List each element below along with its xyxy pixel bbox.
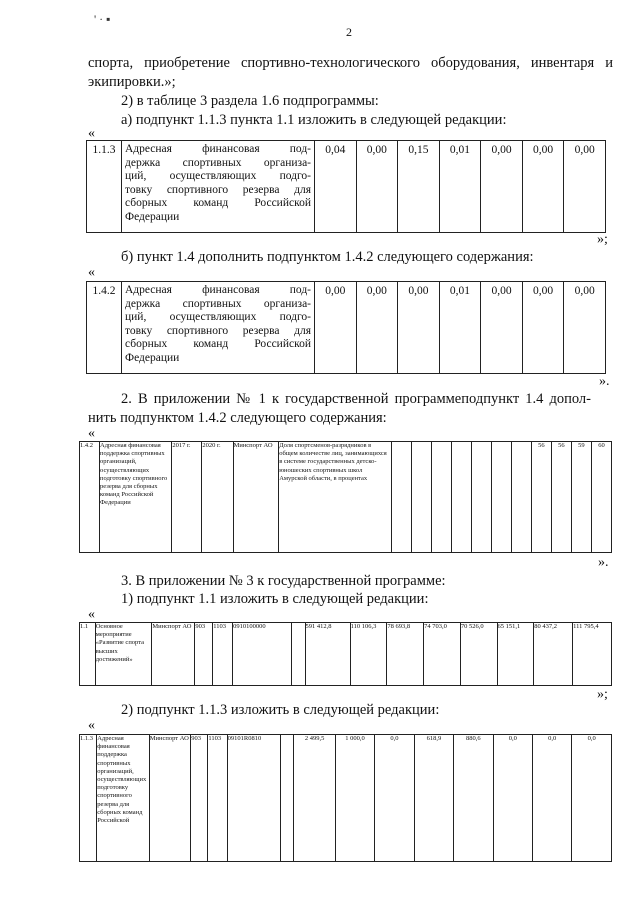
table-1	[86, 140, 606, 233]
cell-code: 1.1.3	[80, 735, 97, 862]
cell-empty	[491, 442, 511, 553]
cell-value: 59	[571, 442, 591, 553]
table-row	[80, 442, 612, 553]
cell-value: 0,00	[481, 282, 523, 374]
cell-value: 0,15	[398, 141, 440, 233]
cell-value: 80 437,2	[534, 623, 573, 686]
cell-value: 1 000,0	[335, 735, 374, 862]
intro-line-1: спорта, приобретение спортивно-технологического оборудования, инвентаря и	[88, 55, 613, 71]
item-2b: б) пункт 1.4 дополнить подпунктом 1.4.2 следующего содержания:	[121, 249, 534, 265]
scan-marks: ' · ▪	[94, 12, 111, 26]
cell-value: 65 151,1	[497, 623, 534, 686]
cell-value: 0,0	[572, 735, 612, 862]
table-3	[79, 441, 612, 553]
cell-description	[122, 282, 315, 374]
cell-value: 0,00	[564, 141, 606, 233]
table-row	[80, 735, 612, 862]
close-period-2: ».	[598, 555, 609, 570]
cell-rzpr: 1103	[208, 735, 227, 862]
cell-value: 880,6	[454, 735, 493, 862]
cell-year-start: 2017 г.	[172, 442, 202, 553]
close-semicolon-1: »;	[597, 232, 608, 247]
item-3-2: 2) подпункт 1.1.3 изложить в следующей редакции:	[121, 702, 440, 718]
cell-empty	[511, 442, 531, 553]
intro-line-2: экипировки.»;	[88, 74, 176, 90]
cell-value: 0,00	[564, 282, 606, 374]
cell-code: 1.1.3	[87, 141, 122, 233]
cell-value: 56	[531, 442, 551, 553]
desc-line: сборных команд Российской	[125, 338, 311, 350]
cell-empty	[291, 623, 305, 686]
cell-value: 0,0	[532, 735, 571, 862]
open-quote-5: «	[88, 718, 95, 733]
cell-grbs: 903	[191, 735, 208, 862]
cell-value: 0,00	[522, 282, 564, 374]
table-row	[87, 282, 606, 374]
cell-executor: Минспорт АО	[233, 442, 279, 553]
cell-value: 591 412,8	[305, 623, 350, 686]
cell-value: 0,0	[375, 735, 414, 862]
cell-empty	[281, 735, 294, 862]
open-quote-3: «	[88, 426, 95, 441]
cell-value: 0,01	[439, 141, 481, 233]
cell-value: 0,01	[439, 282, 481, 374]
cell-empty	[471, 442, 491, 553]
cell-empty	[411, 442, 431, 553]
section-3: 3. В приложении № 3 к государственной программе:	[121, 573, 446, 589]
page-number: 2	[346, 25, 352, 39]
cell-value: 2 499,5	[294, 735, 335, 862]
cell-description: Адресная финансовая поддержка спортивных организаций, осуществляющих подготовку спортивного резерва для сборных команд Российской	[97, 735, 150, 862]
cell-value: 78 693,8	[387, 623, 424, 686]
cell-rzpr: 1103	[213, 623, 233, 686]
cell-value: 0,00	[522, 141, 564, 233]
close-period-1: ».	[599, 374, 610, 389]
cell-indicator: Доля спортсменов-разрядников в общем количестве лиц, занимающихся в системе государственных детско-юношеских спортивных школ Амурской области, в процентах	[279, 442, 391, 553]
section-2-line-2: нить подпунктом 1.4.2 следующего содержания:	[88, 410, 387, 426]
table-row	[80, 623, 612, 686]
close-semicolon-2: »;	[597, 687, 608, 702]
table-4	[79, 622, 612, 686]
cell-value: 111 795,4	[573, 623, 612, 686]
desc-line: Федерации	[125, 351, 180, 364]
table-5	[79, 734, 612, 862]
cell-grbs: 903	[195, 623, 213, 686]
cell-description: Основное мероприятие «Развитие спорта высших достижений»	[95, 623, 152, 686]
cell-empty	[451, 442, 471, 553]
cell-value: 0,0	[493, 735, 532, 862]
cell-csr: 0910100000	[233, 623, 292, 686]
cell-code: 1.4.2	[87, 282, 122, 374]
cell-description	[122, 141, 315, 233]
cell-year-end: 2020 г.	[202, 442, 233, 553]
cell-code: 1.4.2	[80, 442, 100, 553]
cell-value: 0,00	[315, 282, 357, 374]
cell-value: 618,9	[414, 735, 453, 862]
cell-value: 110 106,3	[350, 623, 387, 686]
desc-line: Федерации	[125, 210, 180, 223]
open-quote-1: «	[88, 126, 95, 141]
open-quote-4: «	[88, 607, 95, 622]
desc-line: ций, осуществляющих подго-	[125, 311, 311, 323]
cell-value: 0,04	[315, 141, 357, 233]
cell-value: 70 526,0	[460, 623, 497, 686]
cell-value: 0,00	[356, 282, 398, 374]
desc-line: Адресная финансовая под-	[125, 284, 311, 296]
desc-line: товку спортивного резерва для	[125, 324, 311, 337]
section-2-line-1: 2. В приложении № 1 к государственной программеподпункт 1.4 допол-	[121, 391, 591, 407]
cell-value: 0,00	[356, 141, 398, 233]
cell-empty	[391, 442, 411, 553]
cell-value: 0,00	[398, 282, 440, 374]
table-2	[86, 281, 606, 374]
cell-empty	[431, 442, 451, 553]
desc-line: товку спортивного резерва для	[125, 183, 311, 196]
cell-description: Адресная финансовая поддержка спортивных организаций, осуществляющих подготовку спортивного резерва для сборных команд Российской Федерации	[100, 442, 172, 553]
cell-executor: Минспорт АО	[149, 735, 190, 862]
cell-value: 56	[551, 442, 571, 553]
cell-code: 1.1	[80, 623, 96, 686]
cell-csr: 09101R0810	[227, 735, 281, 862]
open-quote-2: «	[88, 265, 95, 280]
cell-value: 60	[591, 442, 611, 553]
item-2a: а) подпункт 1.1.3 пункта 1.1 изложить в следующей редакции:	[121, 112, 507, 128]
table-row	[87, 141, 606, 233]
desc-line: сборных команд Российской	[125, 197, 311, 209]
desc-line: держка спортивных организа-	[125, 297, 311, 310]
item-3-1: 1) подпункт 1.1 изложить в следующей редакции:	[121, 591, 429, 607]
item-2: 2) в таблице 3 раздела 1.6 подпрограммы:	[121, 93, 379, 109]
cell-executor: Минспорт АО	[152, 623, 195, 686]
desc-line: Адресная финансовая под-	[125, 143, 311, 155]
cell-value: 74 703,0	[424, 623, 461, 686]
desc-line: ций, осуществляющих подго-	[125, 170, 311, 182]
desc-line: держка спортивных организа-	[125, 156, 311, 169]
cell-value: 0,00	[481, 141, 523, 233]
